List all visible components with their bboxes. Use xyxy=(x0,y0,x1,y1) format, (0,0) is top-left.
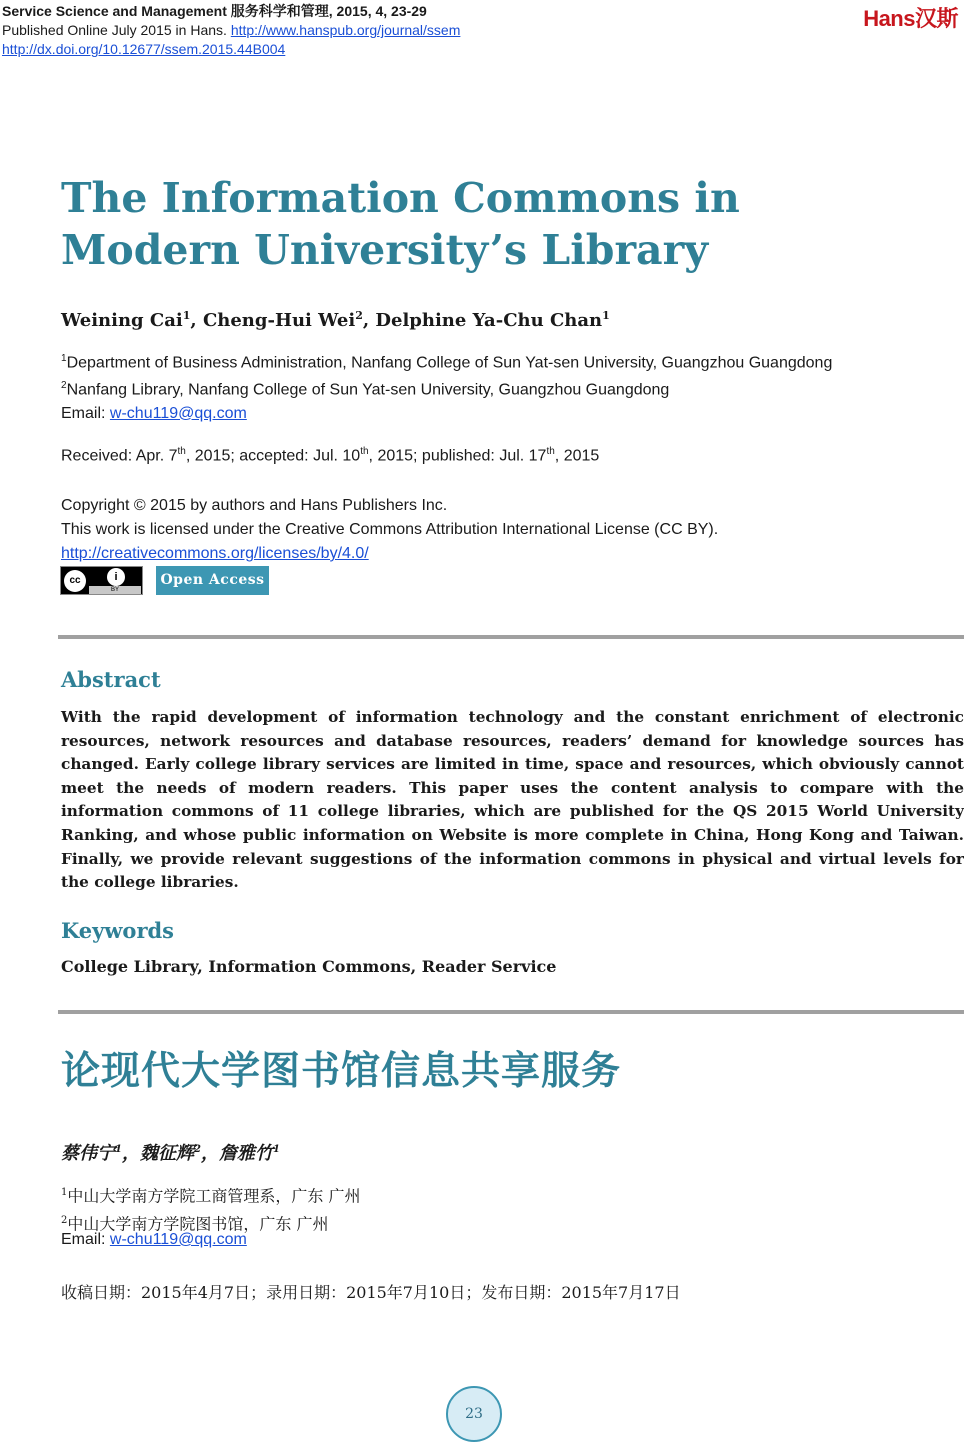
doi-link[interactable]: http://dx.doi.org/10.12677/ssem.2015.44B004 xyxy=(2,41,286,57)
chinese-title: 论现代大学图书馆信息共享服务 xyxy=(61,1049,622,1094)
chinese-email-line: Email: w-chu119@qq.com xyxy=(61,1231,247,1248)
cc-by-badge[interactable]: cc i BY xyxy=(60,566,143,595)
abstract-text: With the rapid development of information technology and the constant enrichment of electronic resources, network resources and database resources, readers’ demand for knowledge sources has changed. Early college library services are limited in time, space and resources, which obviously cannot meet the needs of modern readers. This paper uses the content analysis to compare with the information commons of 11 college libraries, which are published for the QS 2015 World University Ranking, and whose public information on Website is more complete in China, Hong Kong and Taiwan. Finally, we provide relevant suggestions of the information commons in physical and virtual levels for the college libraries. xyxy=(61,708,964,892)
open-access-badge: Open Access xyxy=(156,566,269,595)
cc-icon: cc xyxy=(64,570,86,592)
license-link[interactable]: http://creativecommons.org/licenses/by/4.0/ xyxy=(61,545,369,562)
paper-title: The Information Commons in Modern University’s Library xyxy=(61,174,740,274)
journal-header xyxy=(2,2,460,59)
email-line: Email: w-chu119@qq.com xyxy=(61,404,247,422)
hans-logo: Hans汉斯 xyxy=(863,6,958,31)
chinese-author-list: 蔡伟宁$^1$，魏征辉$^2$，詹雅竹$^1$ xyxy=(61,1143,280,1164)
author: Cheng-Hui Wei xyxy=(202,310,356,331)
received-dates: Received: Apr. 7th, 2015; accepted: Jul. 10th, 2015; published: Jul. 17th, 2015 xyxy=(61,446,600,465)
affiliations xyxy=(61,347,832,425)
email-link[interactable]: w-chu119@qq.com xyxy=(109,404,247,422)
keywords: College Library, Information Commons, Reader Service xyxy=(61,957,557,976)
email-link[interactable]: w-chu119@qq.com xyxy=(109,1231,247,1248)
abstract-heading: Abstract xyxy=(61,667,161,692)
author: Delphine Ya-Chu Chan xyxy=(375,310,603,331)
chinese-dates: 收稿日期：2015年4月7日；录用日期：2015年7月10日；发布日期：2015年7月17日 xyxy=(61,1283,681,1302)
divider xyxy=(58,1010,964,1014)
journal-name: Service Science and Management 服务科学和管理, 2015, 4, 23-29 xyxy=(2,3,427,19)
journal-link[interactable]: http://www.hanspub.org/journal/ssem xyxy=(230,22,461,38)
published-line: Published Online July 2015 in Hans. http://www.hanspub.org/journal/ssem xyxy=(2,22,461,38)
page-number: 23 xyxy=(446,1386,502,1442)
divider xyxy=(58,635,964,639)
keywords-heading: Keywords xyxy=(61,918,175,943)
affiliation: $^2$Nanfang Library, Nanfang College of Sun Yat-sen University, Guangzhou Guangdong xyxy=(61,380,670,399)
attribution-icon: i xyxy=(107,568,125,586)
author-list: Weining Cai$^1$, Cheng-Hui Wei$^2$, Delphine Ya-Chu Chan$^1$ xyxy=(61,309,610,331)
author: Weining Cai xyxy=(61,310,183,331)
affiliation: $^1$Department of Business Administration, Nanfang College of Sun Yat-sen University, Guangzhou Guangdong xyxy=(61,353,833,372)
chinese-affiliations: $^1$中山大学南方学院工商管理系，广东 广州 $^2$中山大学南方学院图书馆，广东 广州 xyxy=(61,1186,361,1234)
copyright-block: Copyright © 2015 by authors and Hans Publishers Inc. This work is licensed under the Creative Commons Attribution International License (CC BY). http://creativecommons.org/licenses/by/4.0/ xyxy=(61,497,719,562)
